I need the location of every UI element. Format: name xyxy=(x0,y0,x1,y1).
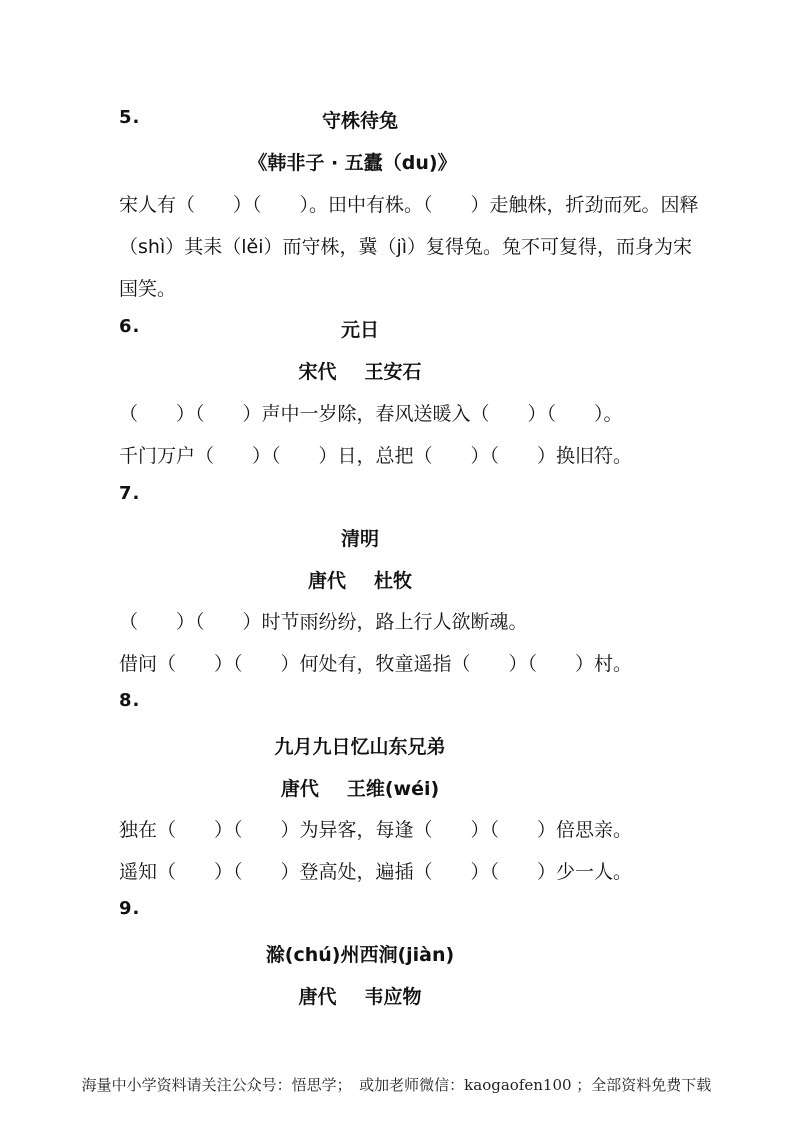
text-line: （ ）（ ）声中一岁除，春风送暖入（ ）（ ）。 xyxy=(119,403,623,425)
author: 韦应物 xyxy=(364,986,422,1008)
poem-title: 九月九日忆山东兄弟 xyxy=(274,736,446,758)
footer-note: 海量中小学资料请关注公众号：悟思学； 或加老师微信：kaogaofen100 ；全部资料免费下载 xyxy=(81,1076,712,1094)
author-line xyxy=(0,357,720,384)
dynasty: 唐代 xyxy=(280,778,319,800)
text-line: 千门万户（ ）（ ）日，总把（ ）（ ）换旧符。 xyxy=(119,445,633,467)
author-line xyxy=(0,774,720,801)
author-line xyxy=(0,566,720,593)
poem-title: 元日 xyxy=(340,319,379,341)
dynasty: 宋代 xyxy=(298,361,337,383)
text-line: 宋人有（ ）（ ）。田中有株。（ ）走触株，折劲而死。因释 xyxy=(119,194,699,216)
author-line xyxy=(0,982,720,1009)
poem-title: 滁(chú)州西涧(jiàn) xyxy=(265,944,455,966)
text-line: （shì）其耒（lěi）而守株，冀（jì）复得兔。兔不可复得，而身为宋 xyxy=(119,236,693,258)
poem-title: 守株待兔 xyxy=(321,110,398,132)
text-line: （ ）（ ）时节雨纷纷，路上行人欲断魂。 xyxy=(119,611,528,633)
author: 杜牧 xyxy=(374,570,413,592)
section-number: 5. xyxy=(119,107,141,128)
section-number: 7. xyxy=(119,483,141,504)
text-line: 国笑。 xyxy=(119,278,177,300)
text-line: 遥知（ ）（ ）登高处，遍插（ ）（ ）少一人。 xyxy=(119,861,633,883)
section-number: 9. xyxy=(119,898,141,919)
author: 王安石 xyxy=(364,361,422,383)
section-number: 8. xyxy=(119,690,141,711)
author: 王维(wéi) xyxy=(346,778,440,800)
section-number: 6. xyxy=(119,316,141,337)
source-line: 《韩非子 · 五蠹（du)》 xyxy=(248,152,457,174)
dynasty: 唐代 xyxy=(298,986,337,1008)
text-line: 独在（ ）（ ）为异客，每逢（ ）（ ）倍思亲。 xyxy=(119,819,633,841)
poem-title: 清明 xyxy=(340,528,379,550)
text-line: 借问（ ）（ ）何处有，牧童遥指（ ）（ ）村。 xyxy=(119,653,633,675)
dynasty: 唐代 xyxy=(307,570,346,592)
